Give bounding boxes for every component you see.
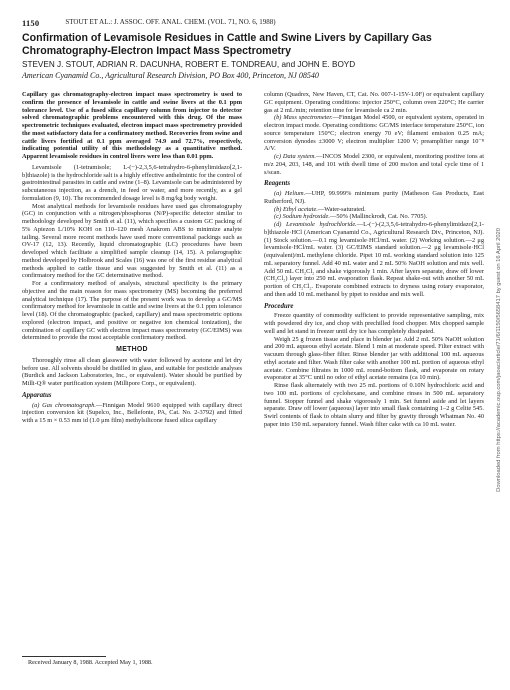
apparatus-item-b-text: —Finnigan Model 4500, or equivalent system, operated in electron impact mode. Operating conditions: GC/MS interface temperature 250°C, ion source temperature 150°C; electron energy 70 eV; filament emission 0.25 mA; conversion dynodes ±3000 V; electron multiplier 1200 V; preamplifier range 10⁻⁸ A/V. — [264, 114, 484, 153]
reagent-item-c — [264, 213, 484, 221]
apparatus-item-a-label: (a) Gas chromatograph. — [32, 401, 96, 409]
running-head — [22, 18, 476, 30]
apparatus-item-c-label: (c) Data system. — [274, 153, 316, 160]
journal-line: STOUT ET AL.: J. ASSOC. OFF. ANAL. CHEM. (VOL. 71, NO. 6, 1988) — [65, 18, 276, 26]
intro-paragraph-3: For a confirmatory method of analysis, structural specificity is the primary objective and the main reason for mass spectrometry (MS) becoming the preferred analytical technique (17). The purpose of the present work was to develop a GC/MS confirmatory method for levamisole in cattle and swine livers at the 0.1 ppm tolerance level (18). Of the chromatographic (packed, capillary) and mass spectrometric options explored (electron impact, and positive or negative ion chemical ionization), the combination of capillary GC with electron impact mass spectrometry (GC/EIMS) was determined to provide the most acceptable confirmatory method. — [22, 280, 242, 342]
footnote-rule — [22, 656, 106, 657]
apparatus-item-a-text: —Finnigan Model 9610 equipped with capillary direct injection conversion kit (Supelco, Inc., Bellefonte, PA, Cat. No. 2-3792) and fitted with a 15 m × 0.53 mm id (1.0 μm film) methylsilicone fused silica capillary — [22, 401, 242, 424]
apparatus-item-c-text: —INCOS Model 2300, or equivalent, monitoring positive ions at m/z 204, 203, 148, and 101 with dwell time of 200 ms/ion and total cycle time of 1 s/scan. — [264, 153, 484, 176]
apparatus-item-c — [264, 153, 484, 176]
reagents-heading: Reagents — [264, 180, 291, 188]
intro-paragraph-1: Levamisole (1-tetramisole; L-(−)-2,3,5,6-tetrahydro-6-phenylimidazo[2,1-b]thiazole) is the hydrochloride salt is a highly effective anthelmintic for the control of gastrointestinal parasites in cattle and swine (1–8). Levamisole can be administered by subcutaneous injection, as a drench, in feed or water, and more recently, as a gel formulation (9, 10). The recommended dosage level is 8 mg/kg body weight. — [22, 163, 242, 202]
apparatus-item-b — [264, 114, 484, 153]
procedure-paragraph-2: Weigh 25 g frozen tissue and place in blender jar. Add 2 mL 50% NaOH solution and 200 mL aqueous ethyl acetate. Blend 1 min at moderate speed. Filter extract with vacuum through glass-fiber filter. Rinse blender jar with additional 100 mL aqueous ethyl acetate and filter. Wash filter cake with another 100 mL portion of aqueous ethyl acetate. Combine filtrates in 1000 mL round-bottom flask, and evaporate on rotary evaporator at 35°C until no odor of ethyl acetate remains (ca 10 min). — [264, 335, 484, 382]
page-number: 1150 — [22, 18, 40, 28]
reagent-item-a-text: —UHP, 99.999% minimum purity (Matheson Gas Products, East Rutherford, NJ). — [264, 190, 485, 205]
download-watermark — [494, 120, 504, 600]
apparatus-heading: Apparatus — [22, 391, 52, 399]
reagent-item-c-label: (c) Sodium hydroxide. — [274, 213, 330, 221]
affiliation: American Cyanamid Co., Agricultural Research Division, PO Box 400, Princeton, NJ 08540 — [22, 71, 319, 80]
right-column — [264, 91, 484, 429]
procedure-heading: Procedure — [264, 302, 294, 310]
method-heading: METHOD — [116, 346, 148, 353]
download-watermark-text: Downloaded from https://academic.oup.com/jaoac/article/71/6/1150/5658417 by guest on 16 April 2020 — [496, 228, 502, 492]
article-title: Confirmation of Levamisole Residues in Cattle and Swine Livers by Capillary Gas Chromatography-Electron Impact Mass Spectrometry — [22, 32, 432, 57]
reagent-item-d-text: —L-(−)-(2,3,5,6-tetrahydro-6-phenylimidazo[2,1-b]thiazole·HCl (American Cyanamid Co., Agricultural Research Div., Princeton, NJ). (1) Stock solution.—0.1 mg levamisole·HCl/mL water. (2) Working solution.—2 μg levamisole·HCl/mL water. (3) GC/EIMS standard solution.—2 μg levamisole·HCl (equivalent)/mL methylene chloride. Pipet 10 mL working standard solution into 125 mL separatory funnel. Add 40 mL water and 2 mL 50% NaOH solution and mix well. Add 50 mL CH₂Cl₂ and shake vigorously 1 min. After layers separate, draw off lower (CH₂Cl₂) layer into 250 mL evaporation flask. Repeat shake-out with another 50 mL portion of CH₂Cl₂. Evaporate combined extracts to dryness using rotary evaporator, and then add 10 mL methanol by pipet to residue and mix well. — [264, 221, 484, 298]
reagent-item-b — [264, 206, 484, 214]
left-column — [22, 91, 242, 425]
procedure-paragraph-1: Freeze quantity of commodity sufficient to provide representative sampling, mix with powdered dry ice, and chop with prechilled food chopper. Mix chopped sample well and let stand in freezer until dry ice has completely dissipated. — [264, 312, 484, 335]
apparatus-item-a — [22, 402, 242, 425]
reagent-item-b-label: (b) Ethyl acetate. — [274, 205, 318, 213]
reagent-item-c-text: —50% (Mallinckrodt, Cat. No. 7705). — [329, 213, 428, 221]
reagent-item-a — [264, 190, 484, 206]
reagent-item-d-label: (d) Levamisole hydrochloride. — [274, 221, 357, 228]
procedure-paragraph-3: Rinse flask alternately with two 25 mL portions of 0.10N hydrochloric acid and two 100 mL portions of cyclohexane, and combine rinses in 500 mL separatory funnel. Stopper funnel and shake vigorously 1 min. Set funnel aside and let layers separate. Draw off lower (aqueous) layer into small flask containing 1–2 g Celite 545. Swirl contents of flask to obtain slurry and filter by gravity through Whatman No. 40 paper into 150 mL separatory funnel. Wash filter cake with ca 10 mL water. — [264, 382, 484, 428]
method-paragraph: Thoroughly rinse all clean glassware with water followed by acetone and let dry before use. All solvents should be distilled in glass, and suitable for pesticide analyses (Burdick and Jackson Laboratories, Inc., or equivalent). Water should be purified by Milli-Q® water purification system (Millipore Corp., or equivalent). — [22, 356, 242, 387]
received-note: Received January 8, 1988. Accepted May 1, 1988. — [28, 659, 153, 666]
reagent-item-b-text: —Water-saturated. — [317, 205, 366, 213]
author-list: STEVEN J. STOUT, ADRIAN R. DACUNHA, ROBERT E. TONDREAU, and JOHN E. BOYD — [22, 60, 356, 69]
apparatus-item-b-label: (b) Mass spectrometer. — [274, 114, 333, 122]
reagent-item-a-label: (a) Helium. — [274, 190, 306, 197]
intro-paragraph-2: Most analytical methods for levamisole residues have used gas chromatography (GC) in conjunction with a nitrogen/phosphorus (N/P)-specific detector similar to methodology developed by Smith et al. (11), which specifies a custom GC packing of 5% Apiezon L/10% KOH on 110–120 mesh Anakrom ABS to minimize analyte tailing. Several more recent methods have used more conventional packings such as OV-17 (12, 13). Recently, liquid chromatographic (LC) procedures have been developed which facilitate a simplified sample cleanup (14, 15). A polarographic method developed by Holbrook and Scales (16) was one of the first residue analytical methods applied to cattle tissue and was suggested by Smith et al. (11) as a confirmatory method for the GC determinative method. — [22, 202, 242, 280]
apparatus-item-a-continued: column (Quadrex, New Haven, CT, Cat. No. 007-1-15V-1.0F) or equivalent capillary GC equipment. Operating conditions: injector 250°C, column oven 220°C; He carrier gas at 2 mL/min; retention time for levamisole ca 2 min. — [264, 91, 484, 114]
reagent-item-d — [264, 221, 484, 299]
abstract: Capillary gas chromatography-electron impact mass spectrometry is used to confirm the presence of levamisole in cattle and swine livers at the 0.1 ppm tolerance level. Use of a fused silica capillary column from injector to detector solved chromatographic problems encountered with this drug. Of the mass spectrometric techniques evaluated, electron impact mass spectrometry provided the most satisfactory data for a confirmatory method. Recoveries from swine and cattle livers fortified at 0.1 ppm averaged 74.9 and 72.7%, respectively, indicating potential utility of this methodology as a quantitative method. Apparent levamisole residues in control livers were less than 0.01 ppm. — [22, 91, 242, 160]
